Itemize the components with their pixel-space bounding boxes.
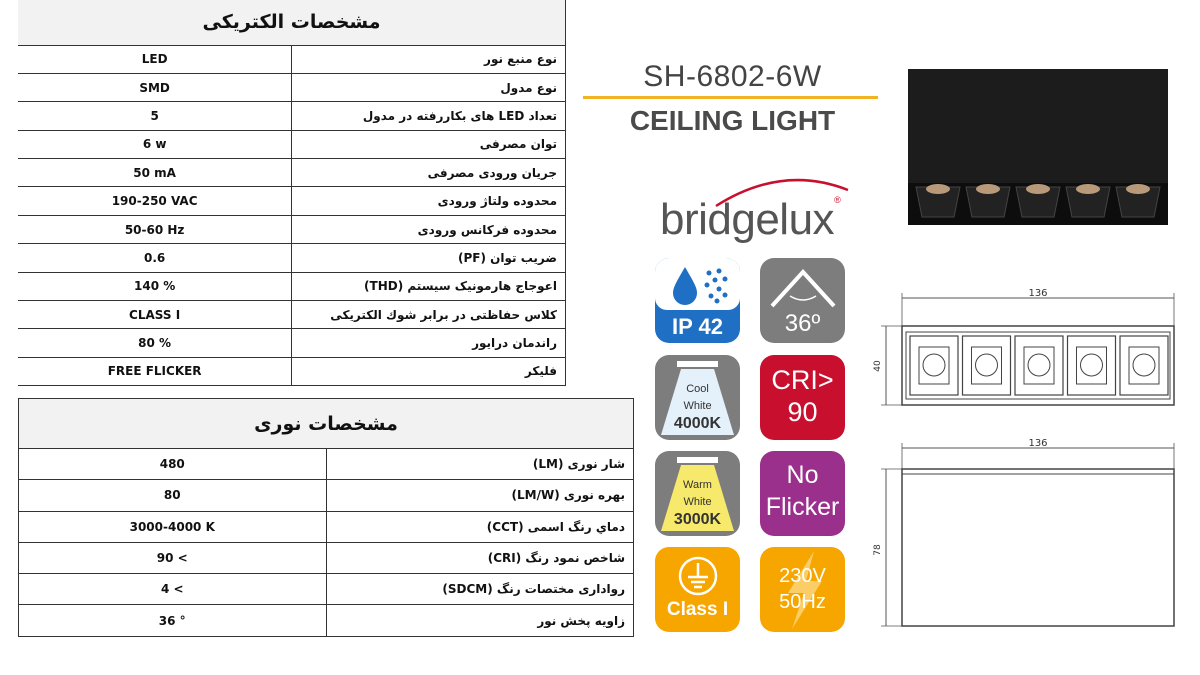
class-text: Class I — [666, 599, 729, 620]
ground-icon — [677, 555, 719, 597]
spec-value: 90 < — [19, 542, 327, 573]
brand-registered: ® — [834, 195, 841, 205]
top-depth-label: 40 — [873, 360, 883, 372]
cool-label-1: Cool — [686, 383, 709, 395]
spec-label: فلیکر — [292, 357, 566, 385]
lightning-icon — [760, 547, 845, 632]
led-cell — [1016, 184, 1060, 217]
spec-value: CLASS I — [18, 301, 292, 329]
cri-label: CRI> — [771, 365, 834, 395]
spec-value: 50 mA — [18, 159, 292, 187]
spec-value: FREE FLICKER — [18, 357, 292, 385]
spec-value: 80 % — [18, 329, 292, 357]
led-cell — [966, 184, 1010, 217]
spec-label: نوع مدول — [292, 73, 566, 101]
spec-label: دماي رنگ اسمی (CCT) — [326, 511, 634, 542]
spec-row — [19, 542, 634, 573]
top-view-drawing — [872, 288, 1182, 413]
spec-row — [18, 73, 566, 101]
led-cell — [1066, 184, 1110, 217]
spec-value: 4 < — [19, 574, 327, 605]
ip-rating-text: IP 42 — [672, 314, 723, 339]
spec-label: توان مصرفی — [292, 130, 566, 158]
spec-row — [18, 215, 566, 243]
flicker-label-2: Flicker — [765, 493, 840, 521]
lighting-header: مشخصات نوری — [19, 399, 634, 449]
spec-label: محدوده ولتاژ ورودی — [292, 187, 566, 215]
spec-row — [18, 187, 566, 215]
side-height-label: 78 — [873, 544, 883, 556]
electrical-spec-table — [18, 0, 566, 386]
spec-value: SMD — [18, 73, 292, 101]
spec-row — [18, 301, 566, 329]
spec-value: 190-250 VAC — [18, 187, 292, 215]
title-divider — [583, 96, 878, 99]
spec-label: اعوجاج هارمونیک سیستم (THD) — [292, 272, 566, 300]
spec-label: کلاس حفاظتی در برابر شوك الکتریکی — [292, 301, 566, 329]
spec-row — [18, 130, 566, 158]
spec-label: محدوده فرکانس ورودی — [292, 215, 566, 243]
spec-row — [18, 159, 566, 187]
beam-angle-text: 36º — [784, 310, 821, 337]
spec-row — [19, 480, 634, 511]
spec-label: راندمان درایور — [292, 329, 566, 357]
spec-value: 0.6 — [18, 244, 292, 272]
warm-white-badge — [655, 451, 740, 536]
spec-label: ضریب توان (PF) — [292, 244, 566, 272]
spec-row — [18, 357, 566, 385]
spec-value: 140 % — [18, 272, 292, 300]
spec-row — [18, 272, 566, 300]
lighting-spec-table — [18, 398, 634, 637]
product-name: CEILING LIGHT — [629, 105, 836, 136]
model-number: SH-6802-6W — [643, 60, 822, 93]
brand-name: bridgelux — [660, 195, 835, 244]
spec-row — [19, 574, 634, 605]
cool-label-2: White — [683, 400, 712, 412]
ip-rating-badge — [655, 258, 740, 343]
spec-label: شاخص نمود رنگ (CRI) — [326, 542, 634, 573]
cri-badge — [760, 355, 845, 440]
spec-label: بهره نوری (LM/W) — [326, 480, 634, 511]
side-view-drawing — [872, 436, 1182, 636]
spec-value: 50-60 Hz — [18, 215, 292, 243]
spec-label: نوع منبع نور — [292, 45, 566, 73]
spec-row — [19, 605, 634, 636]
spec-row — [18, 329, 566, 357]
frequency-text: 50Hz — [779, 591, 826, 613]
warm-label-1: Warm — [683, 479, 712, 491]
led-cell — [916, 184, 960, 217]
spec-value: 480 — [19, 449, 327, 480]
cri-value: 90 — [787, 397, 818, 427]
spec-value: 36 ° — [19, 605, 327, 636]
spec-row — [19, 449, 634, 480]
brand-logo — [660, 195, 840, 245]
cool-white-badge — [655, 355, 740, 440]
electrical-header: مشخصات الکتریکی — [18, 0, 566, 45]
class-i-badge — [655, 547, 740, 632]
cool-temp: 4000K — [673, 415, 722, 432]
spec-row — [18, 244, 566, 272]
spec-value: 3000-4000 K — [19, 511, 327, 542]
voltage-text: 230V — [779, 565, 826, 587]
warm-temp: 3000K — [673, 511, 722, 528]
spec-label: زاویه پخش نور — [326, 605, 634, 636]
spec-value: 5 — [18, 102, 292, 130]
spec-row — [18, 102, 566, 130]
spec-value: LED — [18, 45, 292, 73]
flicker-label-1: No — [786, 461, 819, 489]
side-width-label: 136 — [1028, 438, 1048, 449]
spec-label: تعداد LED های بکاررفته در مدول — [292, 102, 566, 130]
warm-label-2: White — [683, 496, 712, 508]
spec-row — [19, 511, 634, 542]
spec-label: جریان ورودی مصرفی — [292, 159, 566, 187]
spec-label: رواداری مختصات رنگ (SDCM) — [326, 574, 634, 605]
spec-label: شار نوری (LM) — [326, 449, 634, 480]
no-flicker-badge — [760, 451, 845, 536]
beam-angle-badge — [760, 258, 845, 343]
beam-angle-icon — [768, 266, 838, 311]
top-width-label: 136 — [1028, 288, 1048, 299]
water-drop-icon — [663, 263, 733, 307]
spec-row — [18, 45, 566, 73]
spec-value: 6 w — [18, 130, 292, 158]
led-cell — [1116, 184, 1160, 217]
spec-value: 80 — [19, 480, 327, 511]
voltage-badge — [760, 547, 845, 632]
product-photo — [902, 67, 1174, 229]
